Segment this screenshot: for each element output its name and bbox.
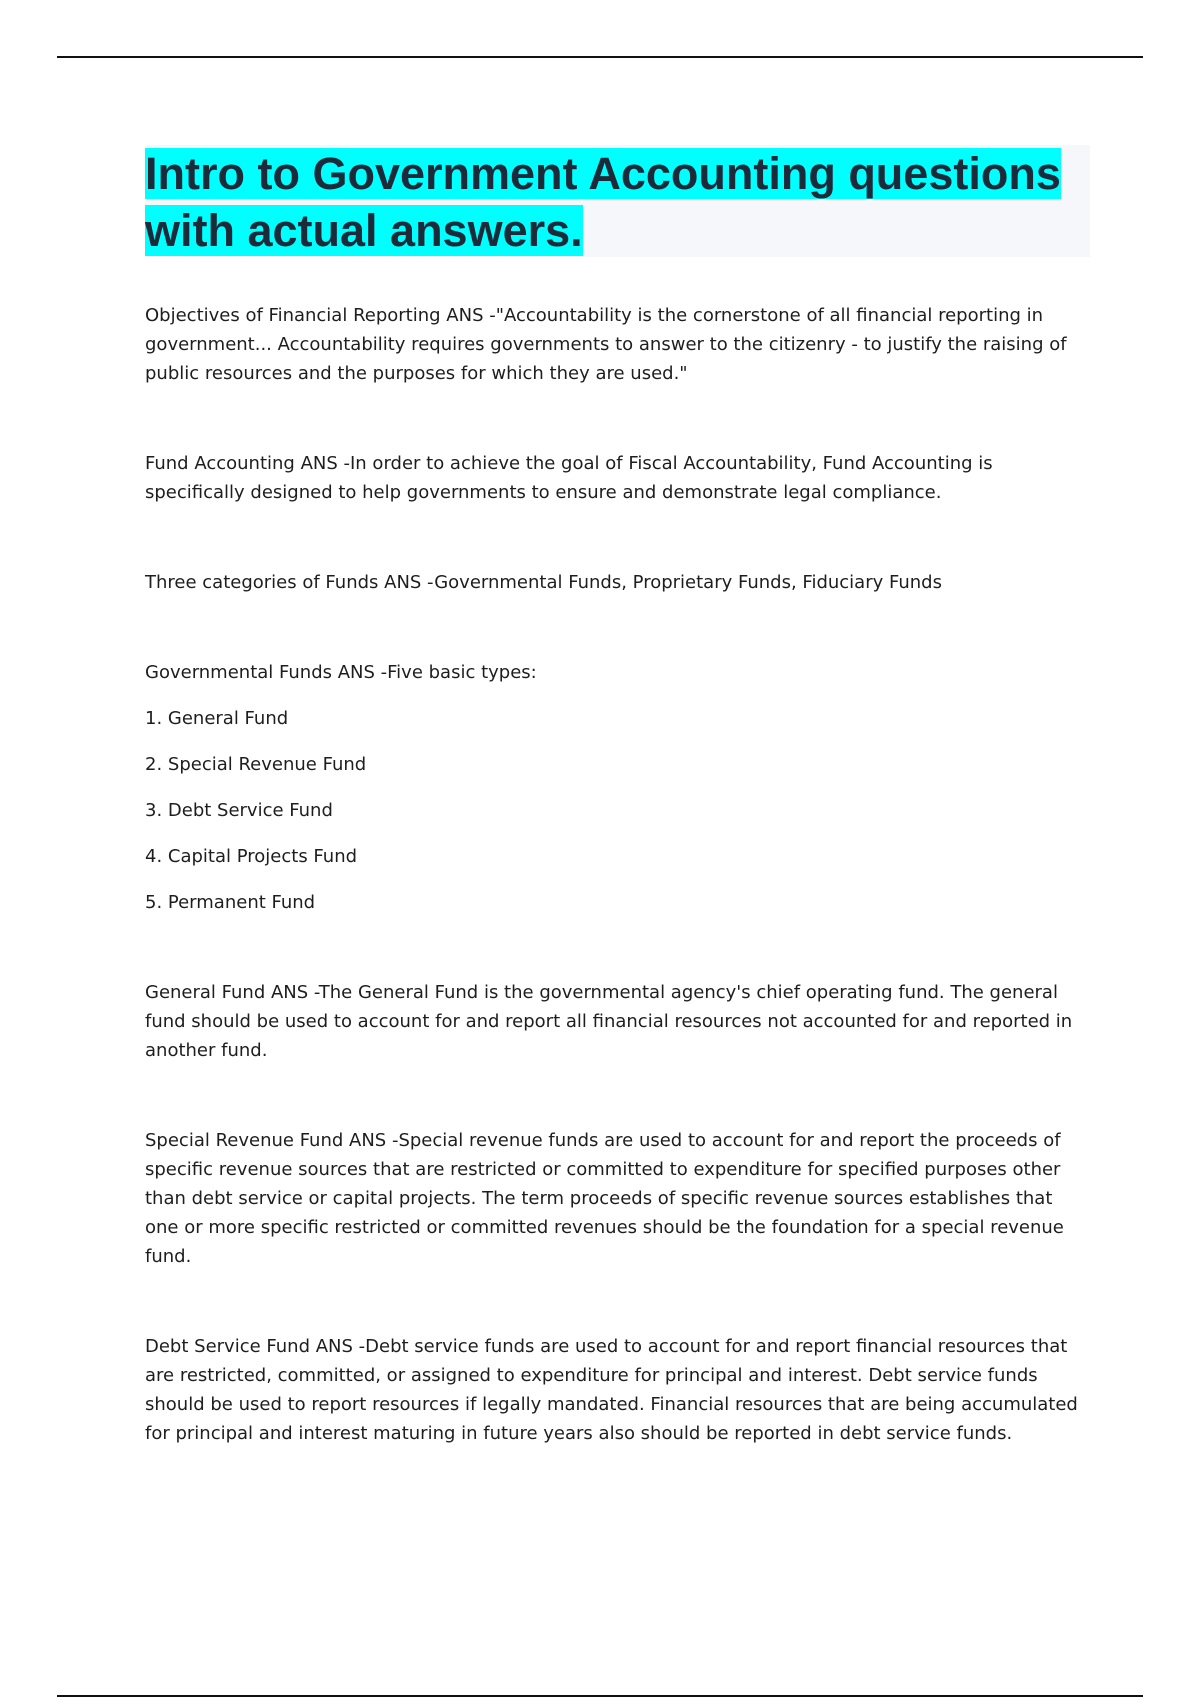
qa-entry: Fund Accounting ANS -In order to achieve the goal of Fiscal Accountability, Fund Accounting is specifically designed to help governments to ensure and demonstrate legal compliance.	[145, 453, 993, 503]
title-block	[145, 145, 1090, 257]
title-highlight: Intro to Government Accounting questions with actual answers.	[145, 148, 1061, 256]
qa-entry: Debt Service Fund ANS -Debt service funds are used to account for and report financial resources that are restricted, committed, or assigned to expenditure for principal and interest. Debt service funds should be used to report resources if legally mandated. Financial resources that are being accumulated for principal and interest maturing in future years also should be reported in debt service funds.	[145, 1336, 1078, 1444]
document-body	[145, 301, 1090, 1448]
qa-entry: Special Revenue Fund ANS -Special revenue funds are used to account for and report the proceeds of specific revenue sources that are restricted or committed to expenditure for specified purposes other than debt service or capital projects. The term proceeds of specific revenue sources establishes that one or more specific restricted or committed revenues should be the foundation for a special revenue fund.	[145, 1130, 1064, 1267]
list-item: 5. Permanent Fund	[145, 892, 316, 913]
document-title	[145, 145, 1090, 259]
list-item: 3. Debt Service Fund	[145, 800, 333, 821]
list-item: 2. Special Revenue Fund	[145, 754, 367, 775]
list-item: 4. Capital Projects Fund	[145, 846, 358, 867]
list-item: 1. General Fund	[145, 708, 289, 729]
qa-entry: Three categories of Funds ANS -Governmental Funds, Proprietary Funds, Fiduciary Funds	[145, 572, 942, 593]
qa-entry: Objectives of Financial Reporting ANS -"Accountability is the cornerstone of all financial reporting in government... Accountability requires governments to answer to the citizenry - to justify the raising of public resources and the purposes for which they are used."	[145, 305, 1067, 384]
footer-rule	[57, 1695, 1143, 1697]
qa-entry: General Fund ANS -The General Fund is the governmental agency's chief operating fund. The general fund should be used to account for and report all financial resources not accounted for and reported in another fund.	[145, 982, 1073, 1061]
header-rule	[57, 56, 1143, 58]
qa-entry: Governmental Funds ANS -Five basic types:	[145, 662, 537, 683]
